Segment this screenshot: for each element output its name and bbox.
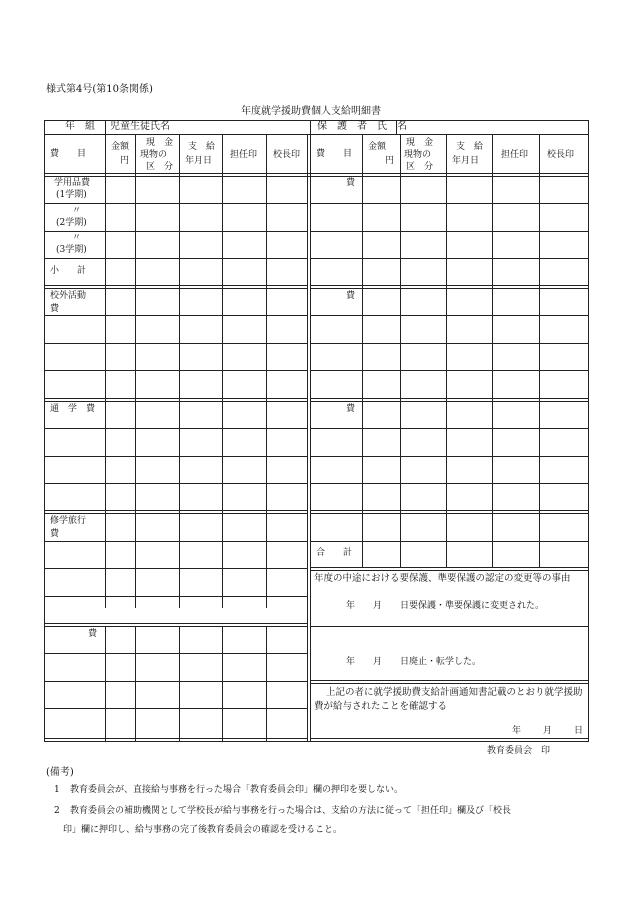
item-term3: (3学期): [56, 245, 87, 255]
remark-1-text: 教育委員会が、直接給与事務を行った場合「教育委員会印」欄の押印を要しない。: [70, 785, 404, 795]
right-item-fee-2: 費: [346, 291, 356, 301]
remark-2-text-line1: 教育委員会の補助機関として学校長が給与事務を行った場合は、支給の方法に従って「担任印」欄及び「校長: [70, 806, 512, 816]
left-col-paydate-2: 年月日: [185, 156, 213, 166]
confirm-date-day: 日: [574, 726, 584, 736]
item-commute: 通 学 費: [50, 404, 96, 414]
right-col-amount-1: 金額: [368, 142, 387, 152]
grade-class-label: 年 組: [65, 121, 95, 132]
right-col-cash-1: 現 金: [406, 138, 434, 148]
left-col-amount-2: 円: [120, 156, 130, 166]
item-ditto-1: 〃: [72, 206, 82, 216]
board-seal-label: 教育委員会 印: [487, 746, 551, 756]
right-item-fee-1: 費: [346, 178, 356, 188]
right-col-principal-seal: 校長印: [547, 150, 575, 160]
confirmation-text: 上記の者に就学援助費支給計画通知書記載のとおり就学援助費が給与されたことを確認する: [314, 687, 583, 712]
right-col-cash-2: 現物の: [404, 150, 432, 160]
item-supplies-term1: (1学期): [56, 190, 87, 200]
left-col-cash-2: 現物の: [140, 150, 168, 160]
withdraw-date-line: 年 月 日廃止・転学した。: [346, 657, 482, 667]
item-school-trip-fee: 費: [50, 529, 60, 539]
right-item-fee-3: 費: [346, 404, 356, 414]
form-title: 年度就学援助費個人支給明細書: [241, 106, 381, 117]
left-col-cash-1: 現 金: [146, 138, 174, 148]
remark-1-number: 1: [54, 785, 60, 795]
remarks-heading: (備考): [46, 767, 74, 778]
confirm-date-year: 年: [512, 726, 522, 736]
left-col-paydate-1: 支 給: [188, 142, 216, 152]
right-col-teacher-seal: 担任印: [501, 150, 529, 160]
left-col-principal-seal: 校長印: [273, 150, 301, 160]
item-term2: (2学期): [56, 218, 87, 228]
left-col-cash-3: 区 分: [146, 162, 174, 172]
guardian-name-label: 保 護 者 氏 名: [317, 121, 407, 132]
left-col-item: 費 目: [50, 149, 87, 159]
right-item-total: 合 計: [316, 548, 353, 558]
confirm-date-month: 月: [543, 726, 553, 736]
form-label: 様式第4号(第10条関係): [46, 84, 153, 95]
remark-2-number: 2: [54, 806, 60, 816]
left-col-teacher-seal: 担任印: [230, 150, 258, 160]
item-misc-fee: 費: [88, 629, 98, 639]
guardian-name-field[interactable]: [400, 122, 585, 133]
left-col-amount-1: 金額: [111, 142, 130, 152]
table-outer-border: [44, 120, 589, 742]
student-name-label: 児童生徒氏名: [110, 121, 170, 132]
item-ditto-2: 〃: [72, 233, 82, 243]
right-col-item: 費 目: [316, 149, 353, 159]
right-col-paydate-1: 支 給: [456, 142, 484, 152]
change-reason-text: 年度の中途における要保護、準要保護の認定の変更等の事由: [314, 573, 571, 584]
right-col-cash-3: 区 分: [406, 162, 434, 172]
right-col-paydate-2: 年月日: [452, 156, 480, 166]
remark-2-text-line2: 印」欄に押印し、給与事務の完了後教育委員会の確認を受けること。: [63, 825, 343, 835]
change-date-line: 年 月 日要保護・準要保護に変更された。: [346, 601, 545, 611]
item-activities-fee: 費: [50, 304, 60, 314]
item-subtotal: 小 計: [50, 266, 87, 276]
item-supplies: 学用品費: [54, 178, 91, 188]
right-col-amount-2: 円: [385, 156, 395, 166]
item-activities: 校外活動: [50, 291, 87, 301]
item-school-trip: 修学旅行: [50, 516, 87, 526]
